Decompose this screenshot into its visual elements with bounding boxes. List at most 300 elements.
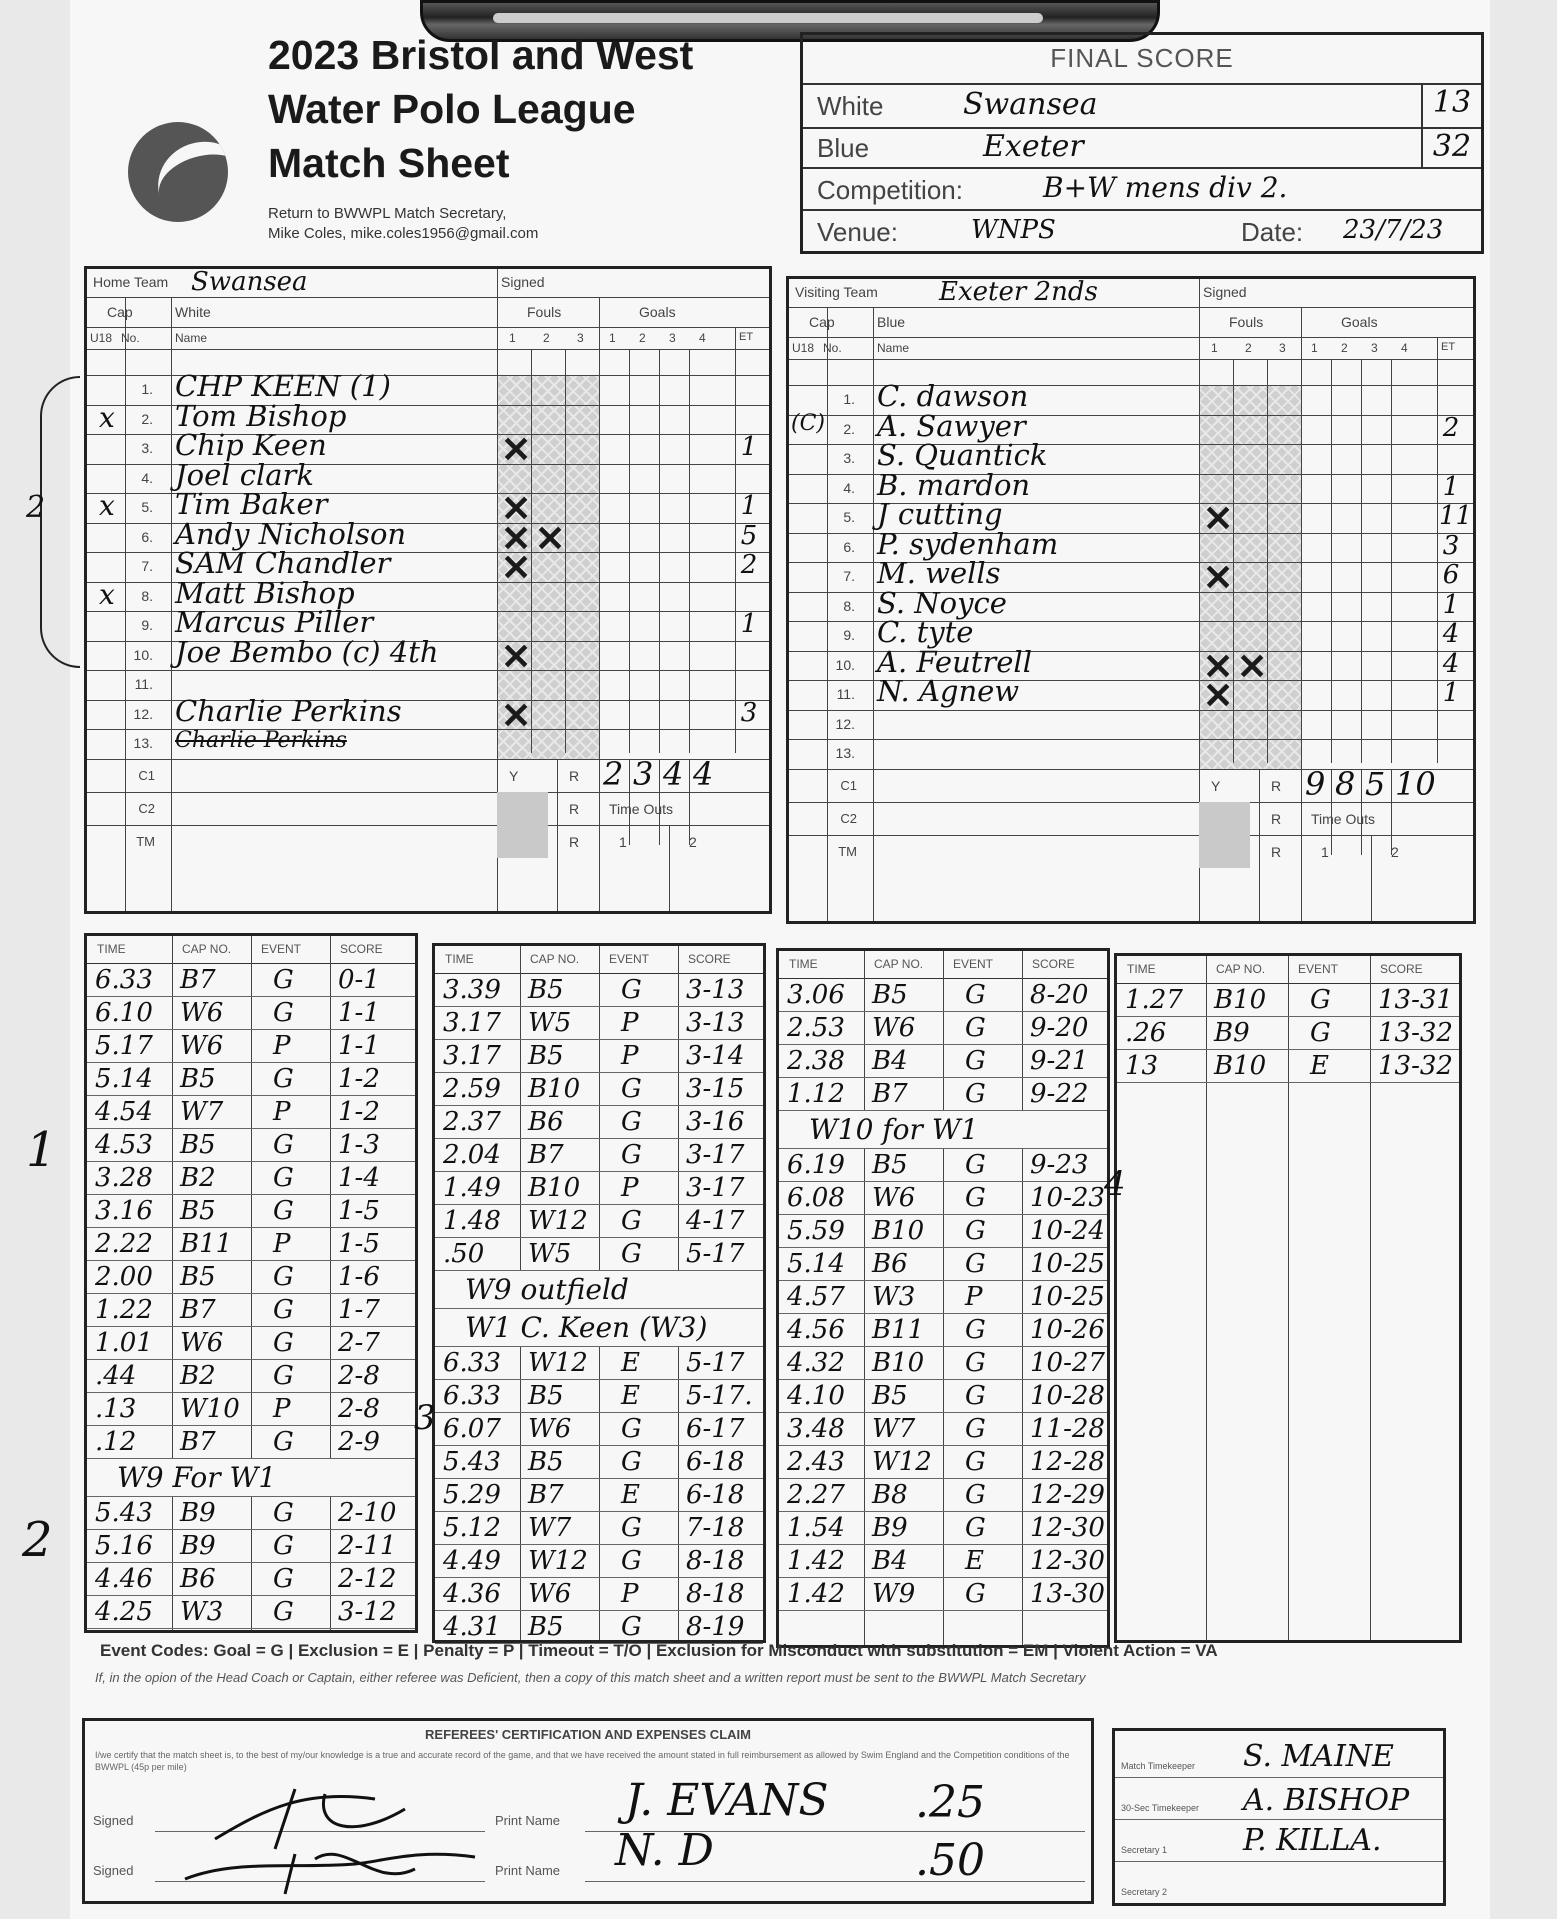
log-row	[1117, 1017, 1459, 1050]
log-row	[779, 1512, 1107, 1545]
r-label: R	[1271, 843, 1282, 860]
log-row	[1117, 984, 1459, 1017]
log-time: 4.57	[787, 1282, 845, 1312]
white-score: 13	[1421, 85, 1481, 127]
quarter-score: 9	[1305, 764, 1326, 803]
log-score: 2-9	[338, 1427, 380, 1457]
cap-label: Cap	[107, 304, 133, 320]
log-cap: W5	[528, 1008, 572, 1038]
log-time: 3.28	[95, 1163, 153, 1193]
log-event: P	[273, 1229, 291, 1259]
player-number: 3.	[843, 450, 855, 466]
log-row	[435, 1106, 763, 1139]
player-number: 13.	[133, 735, 153, 751]
log-event: G	[621, 1074, 642, 1104]
log-score: 1-1	[338, 998, 380, 1028]
log-header-time: TIME	[789, 957, 818, 971]
log-score: 8-18	[686, 1579, 745, 1609]
log-row	[87, 964, 415, 997]
timeout-col: 2	[1391, 843, 1399, 860]
log-event: G	[621, 1239, 642, 1269]
print-label-2: Print Name	[495, 1863, 561, 1878]
quarter-score: 10	[1395, 764, 1436, 803]
log-score: 6-17	[686, 1414, 745, 1444]
player-number: 10.	[133, 646, 153, 663]
log-row	[779, 1545, 1107, 1578]
venue-value: WNPS	[971, 215, 1056, 245]
player-name: J cutting	[877, 497, 1003, 531]
log-cap: B10	[528, 1074, 581, 1104]
log-score: 12-28	[1030, 1447, 1105, 1477]
log-header-event: EVENT	[953, 957, 994, 971]
log-event: G	[273, 1427, 294, 1457]
log-cap: W6	[872, 1013, 916, 1043]
log-event: G	[965, 1480, 986, 1510]
log-time: 5.43	[95, 1498, 153, 1528]
timekeeper-label: Match Timekeeper	[1121, 1761, 1196, 1771]
log-event: E	[621, 1381, 640, 1411]
colour-label: Blue	[877, 314, 906, 330]
no-label: No.	[823, 341, 842, 355]
log-score: 1-1	[338, 1031, 380, 1061]
log-cap: B2	[180, 1361, 216, 1391]
log-score: 3-17	[686, 1140, 745, 1170]
log-row	[435, 1578, 763, 1611]
foul-col-3: 3	[577, 331, 584, 345]
referee-amount-2: .50	[915, 1835, 985, 1886]
log-time: .26	[1125, 1018, 1167, 1048]
y-label: Y	[509, 767, 519, 784]
log-score: 12-30	[1030, 1546, 1105, 1576]
log-header-cap-no-: CAP NO.	[182, 942, 232, 956]
log-row	[435, 974, 763, 1007]
log-event: G	[273, 1328, 294, 1358]
log-time: 1.22	[95, 1295, 153, 1325]
timekeepers-box	[1112, 1728, 1446, 1906]
player-mark: x	[99, 577, 115, 611]
log-time: 3.39	[443, 975, 501, 1005]
timeout-col: 2	[689, 833, 697, 850]
log-time: 4.53	[95, 1130, 153, 1160]
log-event: E	[965, 1546, 984, 1576]
log-event: G	[621, 1140, 642, 1170]
log-header-event: EVENT	[1298, 962, 1339, 976]
blue-label: Blue	[817, 133, 870, 163]
player-number: 5.	[843, 509, 855, 525]
log-score: 1-7	[338, 1295, 380, 1325]
log-header-cap-no-: CAP NO.	[530, 952, 580, 966]
log-cap: B5	[528, 1041, 564, 1071]
timeout-col: 1	[619, 833, 627, 850]
log-cap: W6	[528, 1579, 572, 1609]
log-cap: B4	[872, 1046, 908, 1076]
player-name: S. Noyce	[877, 585, 1007, 620]
quarter-score: 4	[693, 754, 714, 793]
log-cap: B7	[180, 1295, 216, 1325]
grid-vline	[557, 759, 558, 912]
player-mark: x	[99, 489, 115, 522]
log-event: G	[965, 1046, 986, 1076]
log-cap: B5	[180, 1196, 216, 1226]
log-time: 4.10	[787, 1381, 845, 1411]
timeout-col: 1	[1321, 843, 1329, 860]
log-row	[87, 1030, 415, 1063]
player-number: 11.	[836, 686, 855, 702]
log-row	[87, 1327, 415, 1360]
log-row	[435, 1040, 763, 1073]
goal-col-1: 1	[609, 331, 616, 345]
log-cap: B7	[528, 1480, 564, 1510]
log-event: G	[273, 965, 294, 995]
log-row	[779, 1479, 1107, 1512]
log-event: P	[621, 1579, 639, 1609]
final-score-title: FINAL SCORE	[1050, 43, 1234, 73]
log-row	[87, 1096, 415, 1129]
r-label: R	[1271, 810, 1282, 827]
log-note-text: W1 C. Keen (W3)	[465, 1311, 708, 1344]
log-cap: W6	[528, 1414, 572, 1444]
log-time: .13	[95, 1394, 137, 1424]
y-label: Y	[1211, 777, 1221, 794]
log-time: 6.33	[443, 1381, 501, 1411]
log-time: 1.27	[1125, 985, 1183, 1015]
log-note	[87, 1459, 415, 1497]
foul-mark: ✕	[501, 517, 532, 559]
grid-line	[789, 710, 1473, 711]
log-event: G	[965, 980, 986, 1010]
log-score: 1-5	[338, 1196, 380, 1226]
timeouts-label: Time Outs	[609, 800, 674, 817]
log-time: 6.10	[95, 998, 153, 1028]
log-event: G	[273, 1498, 294, 1528]
log-cap: B7	[180, 965, 216, 995]
log-event: G	[621, 1513, 642, 1543]
log-header-time: TIME	[97, 942, 126, 956]
log-event: G	[965, 1216, 986, 1246]
log-header-score: SCORE	[340, 942, 383, 956]
log-event: G	[273, 1564, 294, 1594]
log-score: 10-26	[1030, 1315, 1105, 1345]
log-score: 2-8	[338, 1361, 380, 1391]
log-event: E	[621, 1348, 640, 1378]
log-event: G	[965, 1513, 986, 1543]
log-time: 4.49	[443, 1546, 501, 1576]
referee-amount-1: .25	[915, 1777, 985, 1828]
log-time: 5.29	[443, 1480, 501, 1510]
log-row	[87, 1063, 415, 1096]
goal-total: 6	[1442, 560, 1460, 590]
player-number: 2.	[141, 410, 153, 427]
grid-vline	[669, 825, 670, 912]
log-row	[87, 1195, 415, 1228]
log-event: G	[273, 1196, 294, 1226]
log-event: E	[621, 1480, 640, 1510]
player-number: 9.	[141, 617, 153, 633]
return-address: Return to BWWPL Match Secretary, Mike Coles, mike.coles1956@gmail.com	[268, 205, 539, 242]
log-header-time: TIME	[445, 952, 474, 966]
substitution-bracket	[40, 376, 80, 668]
log-time: 6.19	[787, 1150, 845, 1180]
log-event: G	[965, 1381, 986, 1411]
log-score: 3-13	[686, 975, 745, 1005]
colour-label: White	[175, 304, 211, 320]
player-name: C. dawson	[877, 379, 1029, 413]
goal-total: 2	[1442, 412, 1460, 443]
log-header-cap-no-: CAP NO.	[1216, 962, 1266, 976]
player-name: Chip Keen	[175, 428, 327, 462]
log-event: G	[965, 1414, 986, 1444]
log-score: 12-30	[1030, 1513, 1105, 1543]
official-label: C2	[840, 810, 857, 826]
player-name: Charlie Perkins	[175, 728, 347, 753]
log-cap: W10	[180, 1394, 240, 1424]
quarter-score: 5	[1365, 764, 1386, 803]
goal-total: 1	[740, 432, 758, 462]
player-name: N. Agnew	[877, 674, 1020, 708]
log-score: 1-2	[338, 1097, 380, 1127]
log-cap: W12	[528, 1546, 588, 1576]
goal-col-1: 1	[1311, 341, 1318, 355]
secretary1-value: P. KILLA.	[1243, 1823, 1382, 1858]
grid-vline	[689, 759, 690, 846]
log-time: 2.00	[95, 1262, 153, 1292]
foul-mark: ✕	[501, 429, 532, 470]
referee-signatures	[175, 1769, 495, 1899]
foul-mark: ✕	[535, 517, 566, 559]
white-team: Swansea	[963, 87, 1098, 122]
log-score: 10-25	[1030, 1282, 1105, 1312]
goal-total: 11	[1439, 501, 1473, 531]
log-time: 4.36	[443, 1579, 501, 1609]
player-number: 6.	[141, 528, 153, 545]
log-cap: B5	[528, 1612, 564, 1642]
quarter-score: 2	[603, 754, 624, 793]
r-label: R	[1271, 777, 1282, 794]
log-event: P	[273, 1031, 291, 1061]
log-event: G	[965, 1348, 986, 1378]
log-event: P	[273, 1097, 291, 1127]
signed-label: Signed	[501, 274, 545, 290]
log-time: 2.59	[443, 1074, 501, 1104]
quarter-score: 8	[1335, 764, 1356, 803]
log-cap: W7	[528, 1513, 572, 1543]
log-cap: B10	[1214, 985, 1267, 1015]
log-row	[435, 1007, 763, 1040]
log-score: 1-4	[338, 1163, 380, 1193]
grid-line	[789, 307, 1473, 308]
log-row	[779, 1314, 1107, 1347]
player-number: 7.	[141, 558, 153, 574]
league-logo-icon	[128, 122, 228, 222]
foul-mark: ✕	[501, 694, 532, 736]
log-cap: W6	[872, 1183, 916, 1213]
grid-line	[789, 359, 1473, 360]
goal-total: 5	[740, 520, 758, 551]
log-event: G	[621, 1206, 642, 1236]
log-cap: B4	[872, 1546, 908, 1576]
log-cap: B11	[872, 1315, 925, 1345]
log-score: 5-17.	[686, 1381, 753, 1411]
log-score: 1-6	[338, 1262, 380, 1292]
player-number: 6.	[843, 538, 855, 555]
log-score: 11-28	[1030, 1414, 1105, 1444]
log-time: 5.17	[95, 1031, 153, 1061]
player-number: 4.	[141, 469, 153, 486]
goals-label: Goals	[639, 304, 676, 320]
log-score: 5-17	[686, 1348, 745, 1378]
log-event: G	[965, 1013, 986, 1043]
log-row	[779, 1578, 1107, 1611]
log-cap: W3	[872, 1282, 916, 1312]
log-time: 5.59	[787, 1216, 845, 1246]
log-event: G	[965, 1079, 986, 1109]
log-score: 6-18	[686, 1447, 745, 1477]
log-cap: B5	[528, 975, 564, 1005]
log-score: 8-20	[1030, 980, 1089, 1010]
log-cap: B6	[872, 1249, 908, 1279]
log-header-time: TIME	[1127, 962, 1156, 976]
log-time: 6.08	[787, 1183, 845, 1213]
grid-vline	[873, 307, 874, 921]
goal-total: 1	[1442, 589, 1460, 620]
log-note-text: W10 for W1	[809, 1113, 979, 1146]
log-event: E	[1310, 1051, 1329, 1081]
signed-label: Signed	[1203, 284, 1247, 300]
quarter-mark-3: 3	[414, 1398, 436, 1438]
log-row	[435, 1545, 763, 1578]
goal-col-3: 3	[669, 331, 676, 345]
log-header-score: SCORE	[688, 952, 731, 966]
log-score: 3-15	[686, 1074, 745, 1104]
log-score: 10-28	[1030, 1381, 1105, 1411]
log-note-text: W9 For W1	[117, 1461, 277, 1494]
log-event: G	[273, 1295, 294, 1325]
grey-cell	[497, 792, 548, 858]
log-cap: W7	[872, 1414, 916, 1444]
log-event: P	[621, 1008, 639, 1038]
goal-col-4: 4	[699, 331, 706, 345]
goal-total: 1	[1442, 678, 1460, 708]
et-label: ET	[739, 331, 754, 343]
log-row	[779, 1215, 1107, 1248]
player-number: 8.	[141, 587, 153, 604]
log-time: 1.42	[787, 1546, 845, 1576]
team-name: Exeter 2nds	[939, 277, 1098, 307]
foul-mark: ✕	[1203, 645, 1234, 687]
log-row	[87, 1228, 415, 1261]
log-time: .12	[95, 1427, 137, 1457]
log-cap: B9	[872, 1513, 908, 1543]
event-log-2	[432, 943, 766, 1643]
player-name: A. Feutrell	[877, 644, 1032, 679]
player-name: SAM Chandler	[175, 546, 391, 580]
log-score: 13-32	[1378, 1051, 1453, 1081]
log-row	[87, 1497, 415, 1530]
log-cap: B5	[180, 1130, 216, 1160]
player-name: Tim Baker	[175, 487, 328, 521]
final-score-box	[800, 32, 1484, 254]
log-cap: B10	[1214, 1051, 1267, 1081]
log-header-cap-no-: CAP NO.	[874, 957, 924, 971]
log-time: 5.16	[95, 1531, 153, 1561]
log-time: 2.43	[787, 1447, 845, 1477]
log-row	[87, 1530, 415, 1563]
grid-line	[87, 825, 769, 826]
blue-team: Exeter	[983, 129, 1084, 164]
log-cap: W7	[180, 1097, 224, 1127]
log-score: 3-12	[338, 1597, 397, 1627]
log-cap: B9	[180, 1531, 216, 1561]
log-cap: B7	[528, 1140, 564, 1170]
log-row	[87, 1162, 415, 1195]
log-time: 2.53	[787, 1013, 845, 1043]
log-score: 3-13	[686, 1008, 745, 1038]
foul-col-3: 3	[1279, 341, 1286, 355]
log-event: G	[621, 1546, 642, 1576]
foul-col-1: 1	[1211, 341, 1218, 355]
official-label: C2	[138, 800, 155, 816]
log-event: G	[273, 1163, 294, 1193]
log-event: G	[1310, 1018, 1331, 1048]
player-number: 10.	[835, 656, 855, 673]
log-time: 2.04	[443, 1140, 501, 1170]
secretary2-label: Secretary 2	[1121, 1887, 1168, 1897]
log-time: 2.27	[787, 1480, 845, 1510]
log-event: G	[621, 975, 642, 1005]
fouls-label: Fouls	[527, 304, 562, 320]
log-cap: W6	[180, 1328, 224, 1358]
grid-vline	[171, 297, 172, 911]
log-score: 12-29	[1030, 1480, 1105, 1510]
team-label: Home Team	[93, 274, 169, 290]
et-label: ET	[1441, 341, 1456, 353]
log-event: G	[273, 1064, 294, 1094]
away-team-table	[786, 276, 1476, 924]
log-cap: B10	[872, 1348, 925, 1378]
log-time: 4.25	[95, 1597, 153, 1627]
log-event: G	[621, 1414, 642, 1444]
player-number: 12.	[133, 705, 153, 722]
goal-total: 1	[740, 609, 758, 639]
log-time: 1.49	[443, 1173, 501, 1203]
log-score: 9-20	[1030, 1013, 1089, 1043]
log-row	[87, 1261, 415, 1294]
thirty-sec-value: A. BISHOP	[1243, 1783, 1410, 1818]
grid-vline	[827, 307, 828, 921]
foul-mark: ✕	[501, 488, 532, 529]
grid-vline	[1371, 835, 1372, 922]
log-row	[87, 1563, 415, 1596]
grid-line	[87, 297, 769, 298]
log-time: 5.12	[443, 1513, 501, 1543]
foul-col-2: 2	[543, 331, 550, 345]
referee-name-2: N. D	[615, 1825, 714, 1876]
goal-total: 1	[1442, 471, 1460, 502]
timekeeper-value: S. MAINE	[1243, 1739, 1394, 1774]
player-number: 8.	[843, 597, 855, 614]
log-score: 10-24	[1030, 1216, 1105, 1246]
log-row	[87, 997, 415, 1030]
log-header-score: SCORE	[1380, 962, 1423, 976]
foul-mark: ✕	[1203, 498, 1234, 539]
u18-label: U18	[90, 331, 113, 345]
team-name: Swansea	[191, 267, 308, 297]
log-time: 6.33	[443, 1348, 501, 1378]
player-number: 2.	[843, 420, 855, 437]
venue-label: Venue:	[817, 217, 898, 247]
event-log-1	[84, 933, 418, 1633]
goal-total: 3	[1442, 530, 1460, 561]
